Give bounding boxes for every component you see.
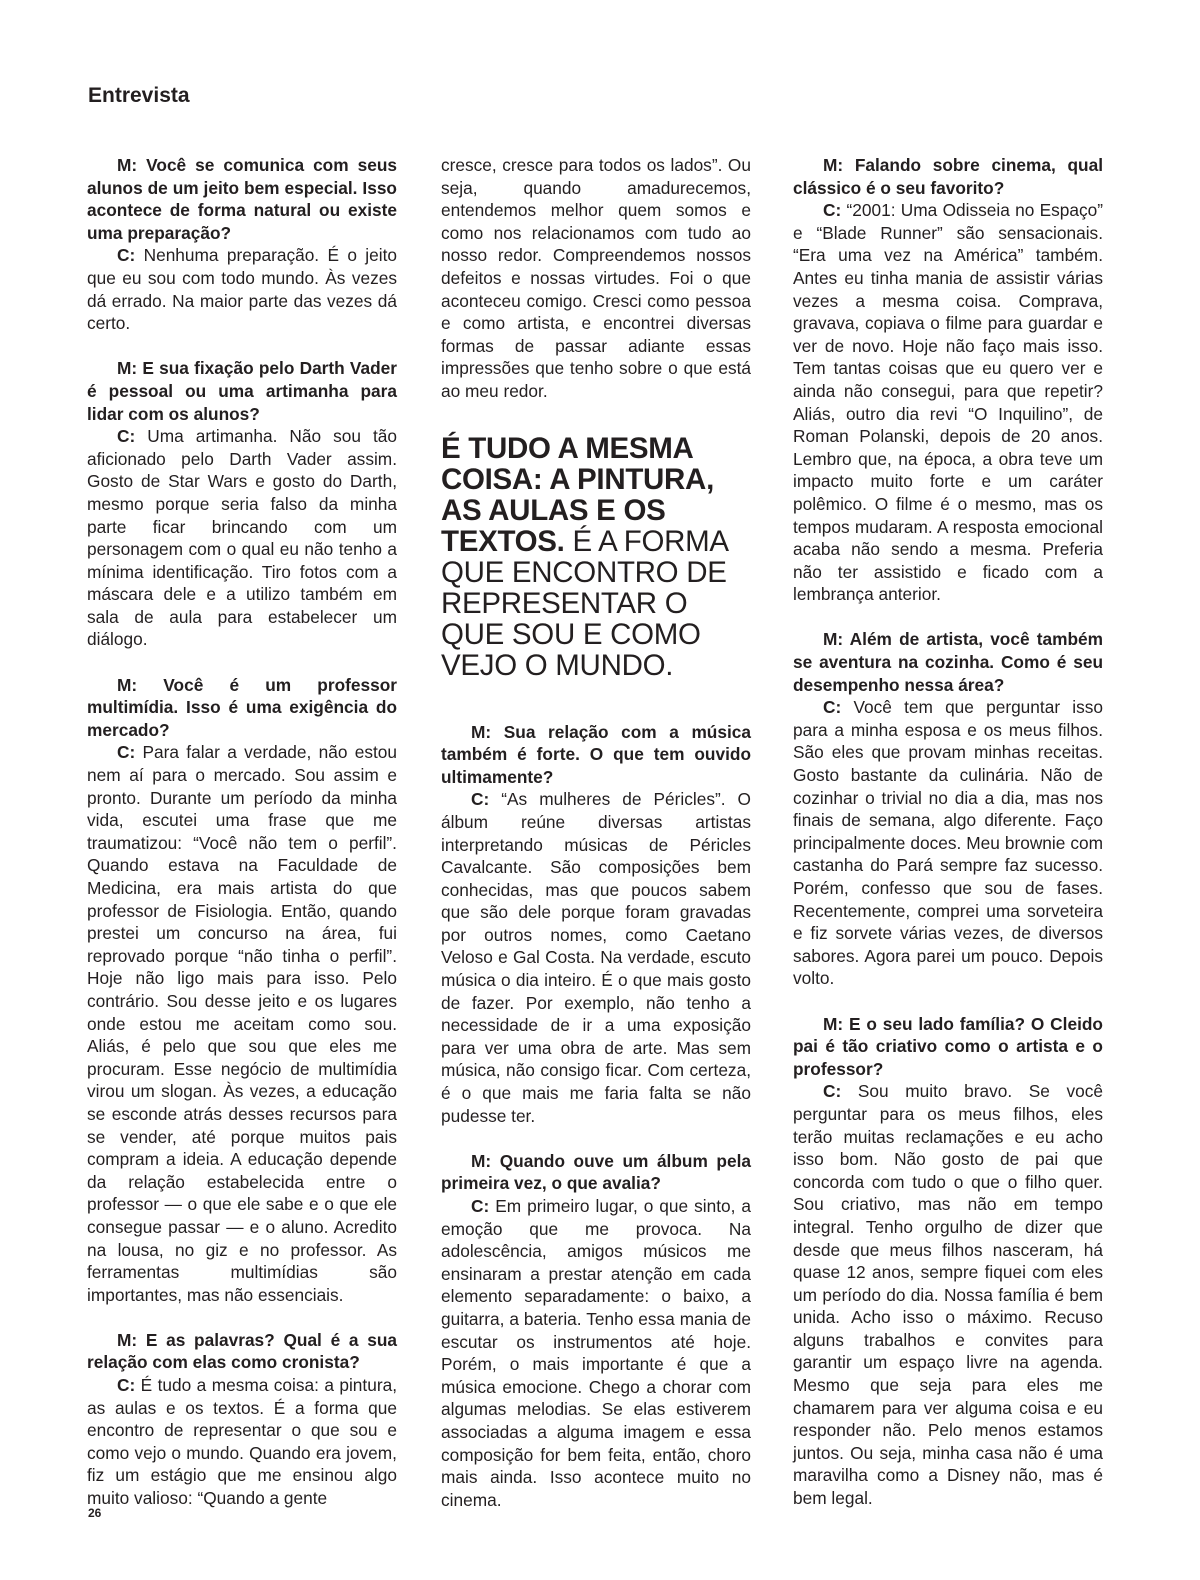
answer: [793, 1080, 1103, 1509]
pull-quote: [441, 433, 751, 681]
section-label: Entrevista: [88, 84, 190, 107]
speaker-label: C:: [117, 742, 136, 763]
answer-text: Sou muito bravo. Se você perguntar para os meus filhos, eles terão muitas reclamações e eu acho isso bom. Não gosto de pai que concorda com tudo o que o filho quer. Sou criativo, mas não em tempo integral. Tenho orgulho de dizer que desde que meus filhos nasceram, há quase 12 anos, sempre fiquei com eles um período do dia. Nossa família é bem unida. Acho isso o máximo. Recuso alguns trabalhos e convites para garantir um espaço livre na agenda. Mesmo que seja para eles me chamarem para ver alguma coisa e eu responder não. Pelo menos estamos juntos. Ou seja, minha casa não é uma maravilha como a Disney não, mas é bem legal.: [793, 1081, 1103, 1509]
answer: [793, 199, 1103, 606]
answer-text: Em primeiro lugar, o que sinto, a emoção que me provoca. Na adolescência, amigos músicos me ensinaram a prestar atenção em cada elemento separadamente: o baixo, a guitarra, a bateria. Tenho essa mania de escutar os instrumentos até hoje. Porém, o mais importante é que a música emocione. Chego a chorar com algumas melodias. Se elas estiverem associadas a alguma imagem e essa composição for bem feita, então, choro mais ainda. Isso acontece muito no cinema.: [441, 1196, 751, 1510]
speaker-label: C:: [823, 200, 842, 221]
column-3: [793, 154, 1103, 1532]
speaker-label: C:: [117, 1375, 136, 1396]
answer: [87, 244, 397, 334]
answer: [87, 425, 397, 651]
question: M: E sua fixação pelo Darth Vader é pessoal ou uma artimanha para lidar com os alunos?: [87, 358, 397, 424]
pull-quote-regular: É A FORMA QUE ENCONTRO DE REPRESENTAR O QUE SOU E COMO VEJO O MUNDO.: [441, 524, 728, 682]
answer-text: Você tem que perguntar isso para a minha esposa e os meus filhos. São eles que provam minhas receitas. Gosto bastante da culinária. Não de cozinhar o trivial no dia a dia, mas nos finais de semana, algo diferente. Faço principalmente doces. Meu brownie com castanha do Pará sempre faz sucesso. Porém, confesso que sou de fases. Recentemente, comprei uma sorveteira e fiz sorvete várias vezes, de diversos sabores. Agora parei um pouco. Depois volto.: [793, 697, 1103, 989]
column-2: [441, 154, 751, 1534]
answer-text: É tudo a mesma coisa: a pintura, as aulas e os textos. É a forma que encontro de representar o que sou e como vejo o mundo. Quando era jovem, fiz um estágio que me ensinou algo muito valioso: “Quando a gente: [87, 1375, 397, 1509]
answer-text: Uma artimanha. Não sou tão aficionado pelo Darth Vader assim. Gosto de Star Wars e gosto do Darth, mesmo porque seria falso da minha parte ficar brincando com um personagem com o qual eu não tenho a mínima identificação. Tiro fotos com a máscara dele e a utilizo também em sala de aula para estabelecer um diálogo.: [87, 426, 397, 650]
continued-text: cresce, cresce para todos os lados”. Ou seja, quando amadurecemos, entendemos melhor quem somos e como nos relacionamos com tudo ao nosso redor. Compreendemos nossos defeitos e nossas virtudes. Foi o que aconteceu comigo. Cresci como pessoa e como artista, e encontrei diversas formas de passar adiante essas impressões que tenho sobre o que está ao meu redor.: [441, 155, 751, 401]
speaker-label: C:: [471, 1196, 490, 1216]
speaker-label: C:: [823, 697, 842, 718]
question: M: Você é um professor multimídia. Isso é uma exigência do mercado?: [87, 674, 397, 740]
question: M: Quando ouve um álbum pela primeira vez, o que avalia?: [441, 1150, 751, 1194]
pull-quote-bold: É TUDO A MESMA COISA: A PINTURA, AS AULAS E OS TEXTOS.: [441, 431, 714, 558]
page-number: 26: [88, 1506, 102, 1520]
question: M: E as palavras? Qual é a sua relação com elas como cronista?: [87, 1329, 397, 1373]
question: M: Além de artista, você também se aventura na cozinha. Como é seu desempenho nessa área?: [793, 629, 1103, 695]
question: M: E o seu lado família? O Cleido pai é tão criativo como o artista e o professor?: [793, 1013, 1103, 1079]
answer: [87, 741, 397, 1306]
question: M: Sua relação com a música também é forte. O que tem ouvido ultimamente?: [441, 721, 751, 787]
answer-text: Nenhuma preparação. É o jeito que eu sou com todo mundo. Às vezes dá errado. Na maior parte das vezes dá certo.: [87, 245, 397, 334]
question: M: Falando sobre cinema, qual clássico é o seu favorito?: [793, 155, 1103, 198]
speaker-label: C:: [471, 789, 490, 810]
answer: [87, 1374, 397, 1510]
column-1: [87, 154, 397, 1532]
speaker-label: C:: [823, 1081, 842, 1102]
answer-text: “As mulheres de Péricles”. O álbum reúne diversas artistas interpretando músicas de Péricles Cavalcante. São composições bem conhecidas, mas que poucos sabem que são dele porque foram gravadas por outros nomes, como Caetano Veloso e Gal Costa. Na verdade, escuto música o dia inteiro. É o que mais gosto de fazer. Por exemplo, não tenho a necessidade de ir a uma exposição para ver uma obra de arte. Mas sem música, não consigo ficar. Com certeza, é o que mais me faria falta se não pudesse ter.: [441, 789, 751, 1126]
speaker-label: C:: [117, 426, 136, 447]
answer: [441, 788, 751, 1127]
answer: [793, 696, 1103, 990]
answer-text: “2001: Uma Odisseia no Espaço” e “Blade Runner” são sensacionais. “Era uma vez na América” também. Antes eu tinha mania de assistir várias vezes a mesma coisa. Comprava, gravava, copiava o filme para guardar e ver de novo. Hoje não faço mais isso. Tem tantas coisas que eu quero ver e ainda não consegui, para que repetir? Aliás, outro dia revi “O Inquilino”, de Roman Polanski, depois de 20 anos. Lembro que, na época, a obra teve um impacto muito forte e um caráter polêmico. O filme é o mesmo, mas os tempos mudaram. A resposta emocional acaba não sendo a mesma. Preferia não ter assistido e ficado com a lembrança anterior.: [793, 200, 1103, 605]
answer: [441, 1195, 751, 1511]
speaker-label: C:: [117, 245, 136, 266]
question: M: Você se comunica com seus alunos de um jeito bem especial. Isso acontece de forma natural ou existe uma preparação?: [87, 155, 397, 243]
answer-text: Para falar a verdade, não estou nem aí para o mercado. Sou assim e pronto. Durante um período da minha vida, escutei uma frase que me traumatizou: “Você não tem o perfil”. Quando estava na Faculdade de Medicina, era mais artista do que professor de Fisiologia. Então, quando prestei um concurso na área, fui reprovado porque “não tinha o perfil”. Hoje não ligo mais para isso. Pelo contrário. Sou desse jeito e os lugares onde estou me aceitam como sou. Aliás, é pelo que sou que eles me procuram. Esse negócio de multimídia virou um slogan. Às vezes, a educação se esconde atrás desses recursos para se vender, até porque muitos pais compram a ideia. A educação depende da relação estabelecida entre o professor — o que ele sabe e o que ele consegue passar — e o aluno. Acredito na lousa, no giz e no professor. As ferramentas multimídias são importantes, mas não essenciais.: [87, 742, 397, 1305]
